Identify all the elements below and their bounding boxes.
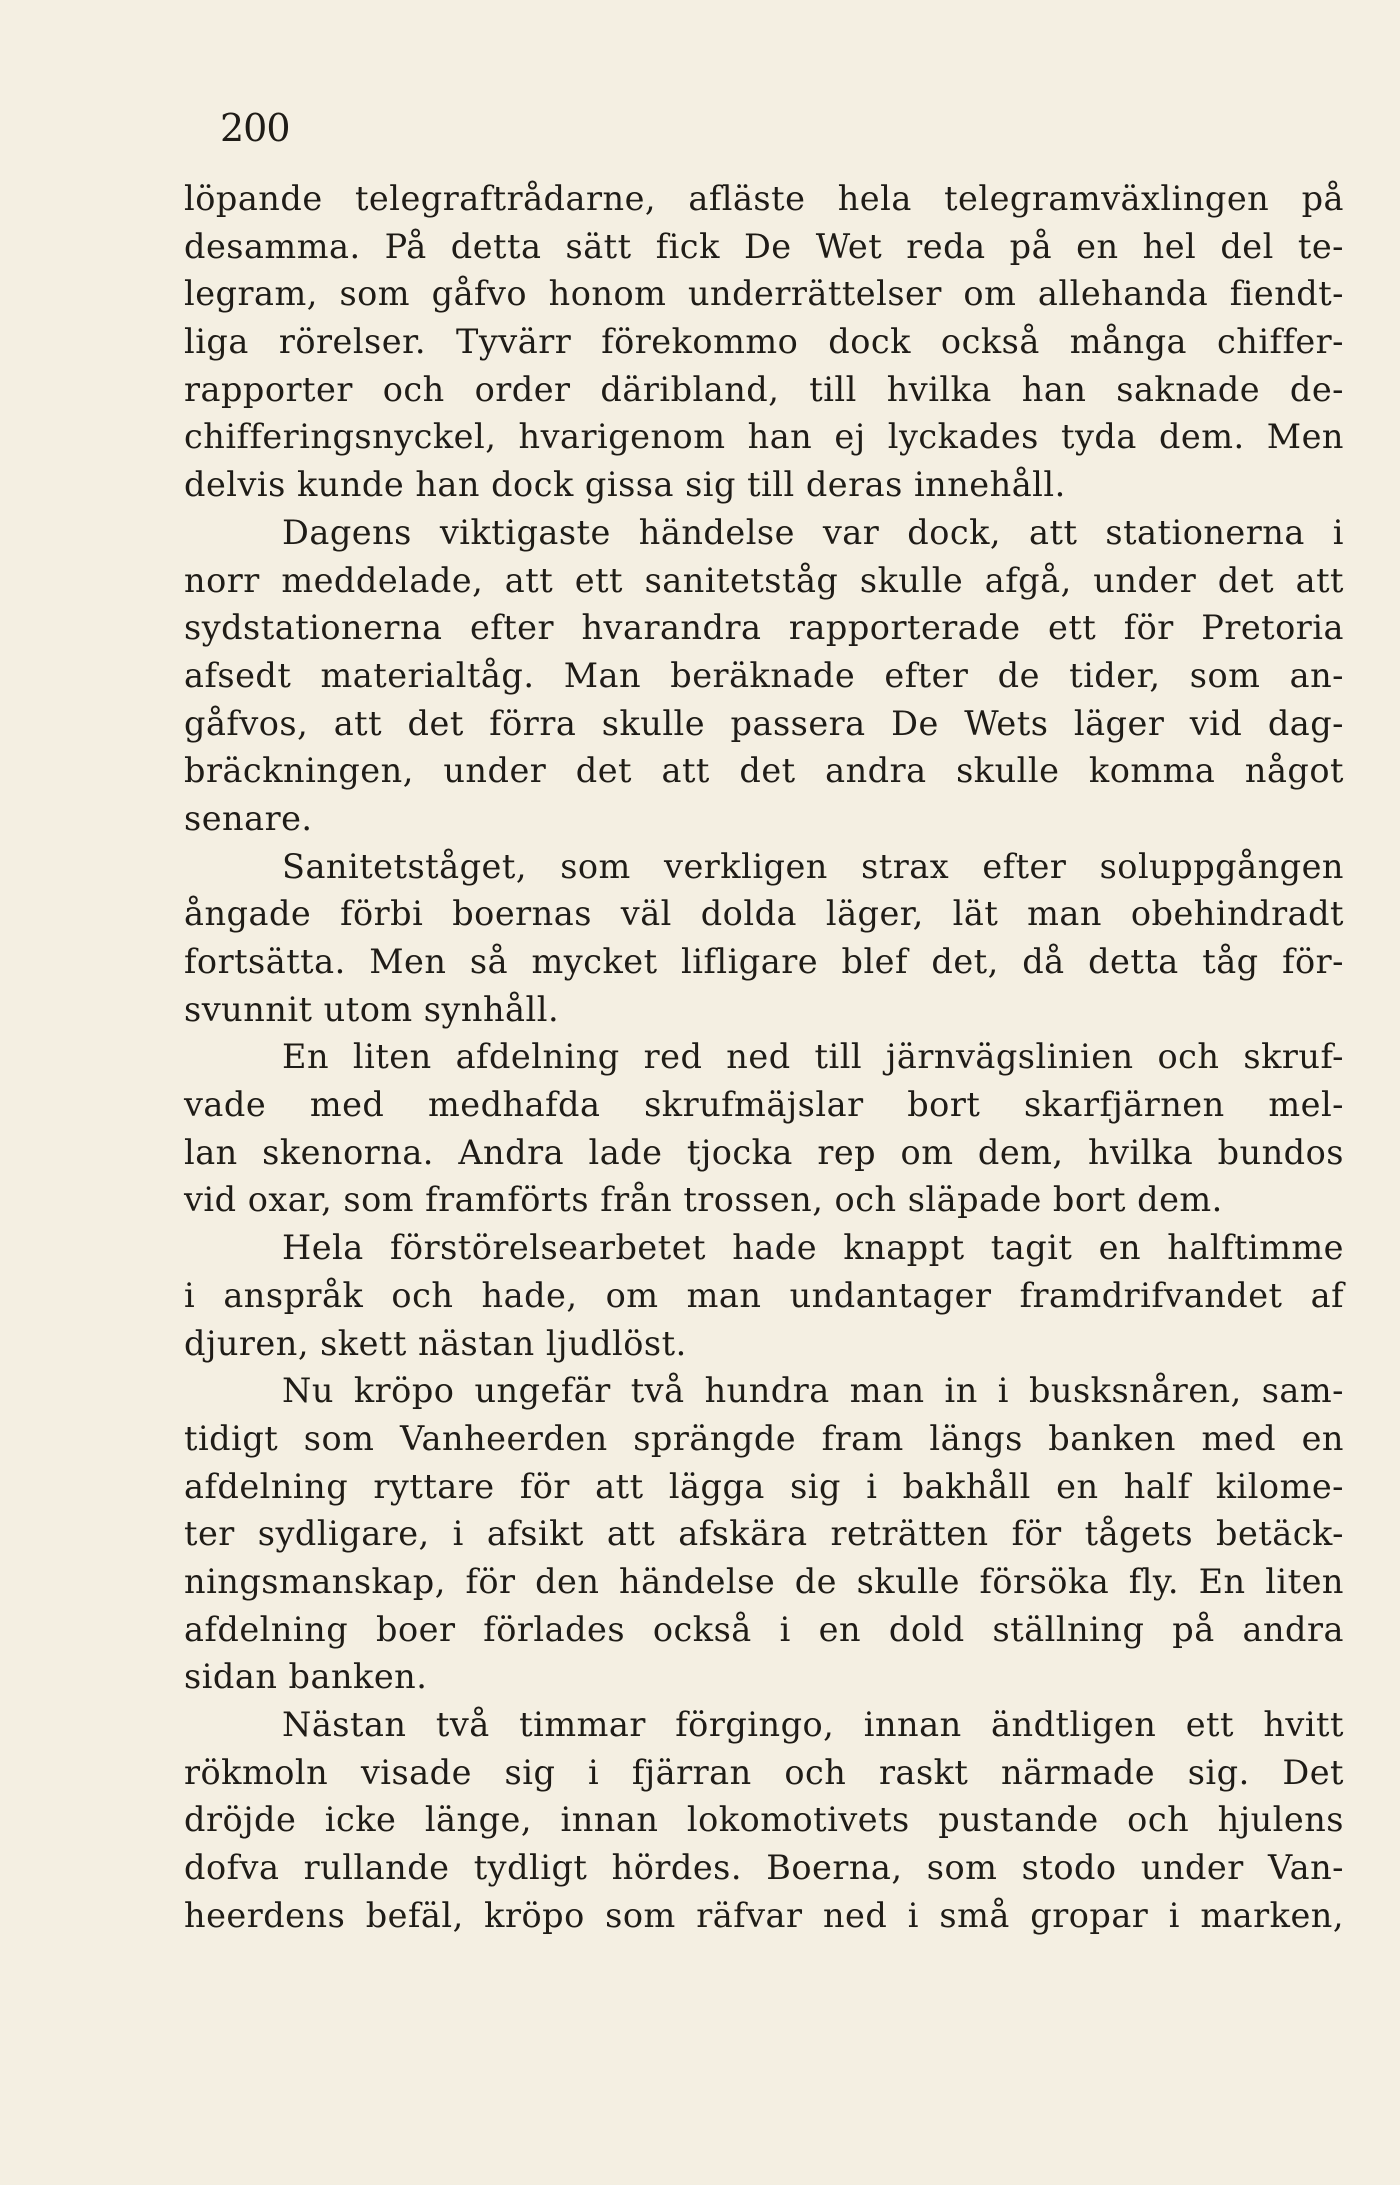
text-line: Nu kröpo ungefär två hundra man in i busksnåren, sam- bbox=[282, 1371, 1344, 1411]
text-line: ter sydligare, i afsikt att afskära reträtten för tågets betäck- bbox=[184, 1514, 1344, 1554]
page-number: 200 bbox=[220, 106, 290, 150]
text-line: lan skenorna. Andra lade tjocka rep om dem, hvilka bundos bbox=[184, 1132, 1344, 1172]
text-line: rapporter och order däribland, till hvilka han saknade de- bbox=[184, 369, 1344, 409]
text-line: afsedt materialtåg. Man beräknade efter de tider, som an- bbox=[184, 655, 1344, 695]
text-line: Nästan två timmar förgingo, innan ändtligen ett hvitt bbox=[282, 1705, 1344, 1744]
text-line: En liten afdelning red ned till järnvägslinien och skruf- bbox=[282, 1037, 1344, 1077]
text-line: norr meddelade, att ett sanitetståg skulle afgå, under det att bbox=[184, 560, 1344, 600]
text-line: delvis kunde han dock gissa sig till deras innehåll. bbox=[184, 465, 1066, 505]
text-line: rökmoln visade sig i fjärran och raskt närmade sig. Det bbox=[184, 1752, 1344, 1792]
text-line: sydstationerna efter hvarandra rapporterade ett för Pretoria bbox=[184, 608, 1344, 648]
text-line: vade med medhafda skrufmäjslar bort skarfjärnen mel- bbox=[184, 1085, 1344, 1125]
text-line: Sanitetståget, som verkligen strax efter soluppgången bbox=[282, 846, 1344, 886]
text-line: löpande telegraftrådarne, afläste hela telegramväxlingen på bbox=[184, 179, 1344, 218]
text-line: heerdens befäl, kröpo som räfvar ned i små gropar i marken, bbox=[184, 1895, 1344, 1935]
text-line: desamma. På detta sätt fick De Wet reda på en hel del te- bbox=[184, 226, 1344, 266]
text-line: dröjde icke länge, innan lokomotivets pustande och hjulens bbox=[184, 1800, 1344, 1840]
text-line: vid oxar, som framförts från trossen, och släpade bort dem. bbox=[184, 1180, 1223, 1220]
text-line: tidigt som Vanheerden sprängde fram längs banken med en bbox=[184, 1418, 1344, 1458]
text-line: i anspråk och hade, om man undantager framdrifvandet af bbox=[184, 1275, 1344, 1315]
text-line: bräckningen, under det att det andra skulle komma något bbox=[184, 751, 1344, 791]
text-line: ningsmanskap, för den händelse de skulle försöka fly. En liten bbox=[184, 1561, 1344, 1601]
text-line: legram, som gåfvo honom underrättelser om allehanda fiendt- bbox=[184, 274, 1344, 314]
text-line: chifferingsnyckel, hvarigenom han ej lyckades tyda dem. Men bbox=[184, 417, 1344, 457]
text-line: afdelning boer förlades också i en dold ställning på andra bbox=[184, 1609, 1344, 1649]
text-line: senare. bbox=[184, 798, 313, 838]
text-line: svunnit utom synhåll. bbox=[184, 989, 560, 1029]
text-line: sidan banken. bbox=[184, 1657, 428, 1697]
text-line: afdelning ryttare för att lägga sig i bakhåll en half kilome- bbox=[184, 1466, 1344, 1506]
text-line: liga rörelser. Tyvärr förekommo dock också många chiffer- bbox=[184, 322, 1344, 362]
text-line: Dagens viktigaste händelse var dock, att stationerna i bbox=[282, 512, 1344, 552]
text-line: djuren, skett nästan ljudlöst. bbox=[184, 1323, 687, 1363]
text-line: Hela förstörelsearbetet hade knappt tagit en halftimme bbox=[282, 1228, 1344, 1268]
text-line: dofva rullande tydligt hördes. Boerna, som stodo under Van- bbox=[184, 1848, 1344, 1888]
text-line: gåfvos, att det förra skulle passera De Wets läger vid dag- bbox=[184, 703, 1344, 743]
body-text bbox=[184, 175, 1344, 1939]
text-line: fortsätta. Men så mycket lifligare blef det, då detta tåg för- bbox=[184, 942, 1344, 981]
text-line: ångade förbi boernas väl dolda läger, lät man obehindradt bbox=[184, 894, 1344, 934]
